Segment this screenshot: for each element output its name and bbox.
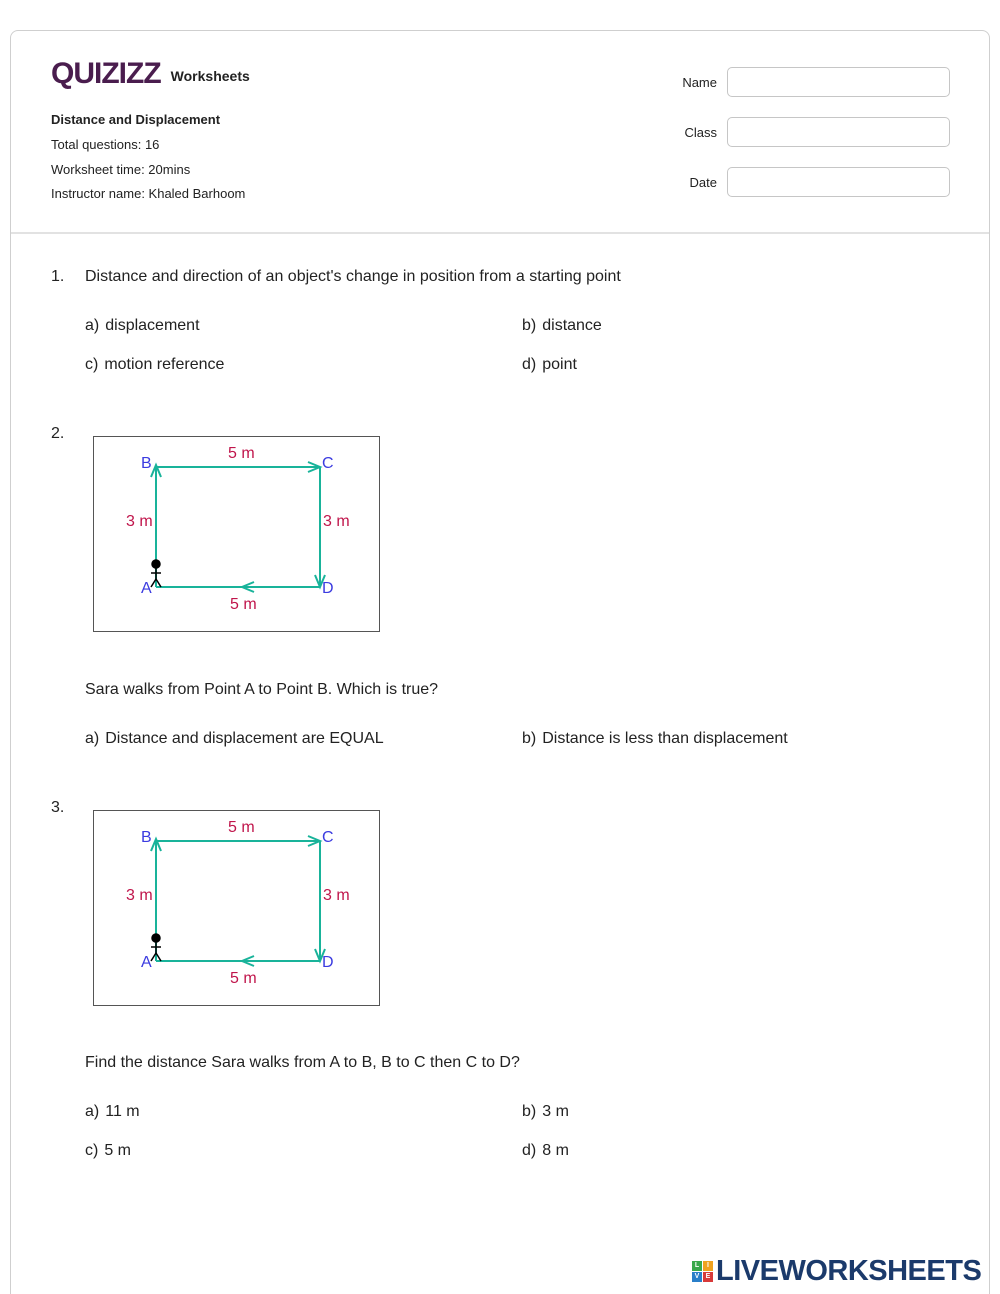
option-label: c): [85, 1142, 99, 1159]
option-text: 11 m: [105, 1103, 140, 1120]
option-text: displacement: [105, 317, 200, 334]
question-3-text: Find the distance Sara walks from A to B, B to C then C to D?: [85, 1054, 520, 1071]
rectangle-path-diagram: [94, 437, 379, 631]
date-label: Date: [689, 175, 717, 190]
logo-block-l: L: [692, 1261, 702, 1271]
worksheet-header: [11, 31, 989, 234]
point-c-label: C: [322, 829, 334, 846]
option-text: 5 m: [104, 1142, 131, 1159]
bottom-side-label: 5 m: [230, 596, 257, 613]
option-label: a): [85, 317, 100, 334]
question-2-diagram: [93, 436, 380, 632]
point-d-label: D: [322, 954, 334, 971]
question-3-option-d[interactable]: [522, 1142, 569, 1160]
class-field[interactable]: [727, 117, 950, 147]
logo-block-i: I: [703, 1261, 713, 1271]
option-label: a): [85, 730, 100, 747]
question-2-option-a[interactable]: [85, 730, 384, 748]
point-a-label: A: [141, 580, 152, 597]
total-questions: Total questions: 16: [51, 137, 160, 152]
option-text: point: [542, 356, 577, 373]
question-1-option-c[interactable]: [85, 356, 224, 374]
liveworksheets-wordmark: LIVEWORKSHEETS: [716, 1255, 982, 1287]
liveworksheets-blocks-icon: [692, 1261, 713, 1282]
name-label: Name: [682, 75, 717, 90]
liveworksheets-logo: [692, 1255, 981, 1288]
right-side-label: 3 m: [323, 887, 350, 904]
left-side-label: 3 m: [126, 513, 153, 530]
brand-row: [51, 59, 250, 89]
option-text: 8 m: [542, 1142, 569, 1159]
worksheet-title: Distance and Displacement: [51, 112, 221, 127]
top-side-label: 5 m: [228, 819, 255, 836]
option-label: b): [522, 317, 537, 334]
question-2-text: Sara walks from Point A to Point B. Which is true?: [85, 681, 439, 698]
question-1-option-d[interactable]: [522, 356, 577, 374]
option-label: b): [522, 730, 537, 747]
question-3-option-a[interactable]: [85, 1103, 140, 1121]
brand-tagline: Worksheets: [170, 68, 250, 84]
logo-block-e: E: [703, 1272, 713, 1282]
top-side-label: 5 m: [228, 445, 255, 462]
date-field[interactable]: [727, 167, 950, 197]
option-label: d): [522, 356, 537, 373]
point-c-label: C: [322, 455, 334, 472]
question-1-text: Distance and direction of an object's change in position from a starting point: [85, 268, 621, 285]
name-field[interactable]: [727, 67, 950, 97]
question-3-option-b[interactable]: [522, 1103, 569, 1121]
instructor-name: Instructor name: Khaled Barhoom: [51, 186, 246, 201]
point-a-label: A: [141, 954, 152, 971]
point-b-label: B: [141, 829, 152, 846]
option-label: a): [85, 1103, 100, 1120]
right-side-label: 3 m: [323, 513, 350, 530]
worksheet-time: Worksheet time: 20mins: [51, 162, 191, 177]
point-b-label: B: [141, 455, 152, 472]
worksheet-sheet: [10, 30, 990, 1294]
rectangle-path-diagram: [94, 811, 379, 1005]
point-d-label: D: [322, 580, 334, 597]
quizizz-logo: QUIZIZZ: [51, 57, 161, 90]
bottom-side-label: 5 m: [230, 970, 257, 987]
question-1-number: 1.: [51, 268, 65, 285]
option-text: 3 m: [542, 1103, 569, 1120]
logo-block-v: V: [692, 1272, 702, 1282]
option-text: Distance is less than displacement: [542, 730, 788, 747]
option-label: d): [522, 1142, 537, 1159]
option-text: Distance and displacement are EQUAL: [105, 730, 384, 747]
question-3-option-c[interactable]: [85, 1142, 131, 1160]
question-1-option-b[interactable]: [522, 317, 602, 335]
question-3-number: 3.: [51, 799, 65, 816]
option-label: c): [85, 356, 99, 373]
option-text: distance: [542, 317, 602, 334]
question-2-option-b[interactable]: [522, 730, 788, 748]
option-text: motion reference: [104, 356, 225, 373]
option-label: b): [522, 1103, 537, 1120]
class-label: Class: [684, 125, 717, 140]
question-2-number: 2.: [51, 425, 65, 442]
question-1-option-a[interactable]: [85, 317, 200, 335]
left-side-label: 3 m: [126, 887, 153, 904]
question-3-diagram: [93, 810, 380, 1006]
